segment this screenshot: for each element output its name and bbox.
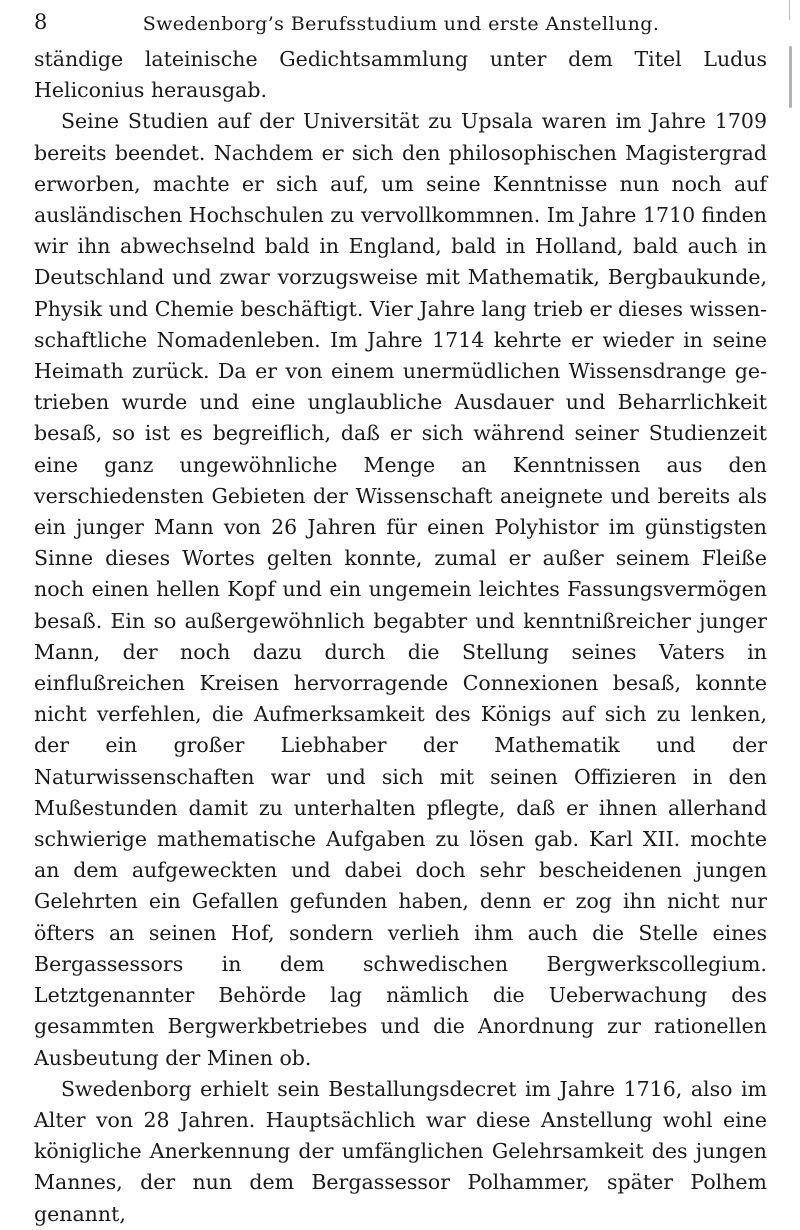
paragraph-continued: ständige lateinische Gedichtsammlung unter dem Titel Ludus Heliconius herausgab. [34,47,767,103]
page-number: 8 [34,10,48,34]
running-head: Swedenborg’s Berufsstudium und erste Anstellung. [142,13,660,35]
page-header [34,6,768,40]
paragraph-appointment: Swedenborg erhielt sein Bestallungsdecret im Jahre 1716, also im Alter von 28 Jahren. Hauptsächlich war diese Anstellung wohl eine königliche Anerkennung der umfänglichen Gelehrsamkeit des jungen Mannes, der nun dem Bergassessor Polhammer, später Polhem genannt, [34,1076,767,1226]
paragraph-studies: Seine Studien auf der Universität zu Upsala waren im Jahre 1709 bereits beendet. Nachdem er sich den philosophischen Magistergrad erworben, machte er sich auf, um seine Kenntnisse nun noch auf ausländischen Hochschulen zu vervollkommnen. Im Jahre 1710 finden wir ihn abwechselnd bald in England, bald in Holland, bald auch in Deutschland und zwar vorzugsweise mit Mathematik, Bergbaukunde, Physik und Chemie beschäftigt. Vier Jahre lang trieb er dieses wissenschaftliche Nomadenleben. Im Jahre 1714 kehrte er wieder in seine Heimath zurück. Da er von einem unermüdlichen Wissensdrange getrieben wurde und eine unglaubliche Ausdauer und Beharrlichkeit besaß, so ist es begreiflich, daß er sich während seiner Studienzeit eine ganz ungewöhnliche Menge an Kenntnissen aus den verschiedensten Gebieten der Wissenschaft aneignete und bereits als ein junger Mann von 26 Jahren für einen Polyhistor im günstigsten Sinne dieses Wortes gelten konnte, zumal er außer seinem Fleiße noch einen hellen Kopf und ein ungemein leichtes Fassungsvermögen besaß. Ein so außergewöhnlich begabter und kenntnißreicher junger Mann, der noch dazu durch die Stellung seines Vaters in einflußreichen Kreisen hervorragende Connexionen besaß, konnte nicht verfehlen, die Aufmerksamkeit des Königs auf sich zu lenken, der ein großer Liebhaber der Mathematik und der Naturwissenschaften war und sich mit seinen Offizieren in den Mußestunden damit zu unterhalten pflegte, daß er ihnen allerhand schwierige mathematische Aufgaben zu lösen gab. Karl XII. mochte an dem aufgeweckten und dabei doch sehr bescheidenen jungen Gelehrten ein Gefallen gefunden haben, denn er zog ihn nicht nur öfters an seinen Hof, sondern verlieh ihm auch die Stelle eines Bergassessors in dem schwedischen Bergwerkscollegium. Letztgenannter Behörde lag nämlich die Ueberwachung des gesammten Bergwerkbetriebes und die Anordnung zur rationellen Ausbeutung der Minen ob. [34,109,767,1070]
margin-mark [789,46,792,108]
body-text [34,44,767,1230]
page-edge-mark [789,0,790,20]
